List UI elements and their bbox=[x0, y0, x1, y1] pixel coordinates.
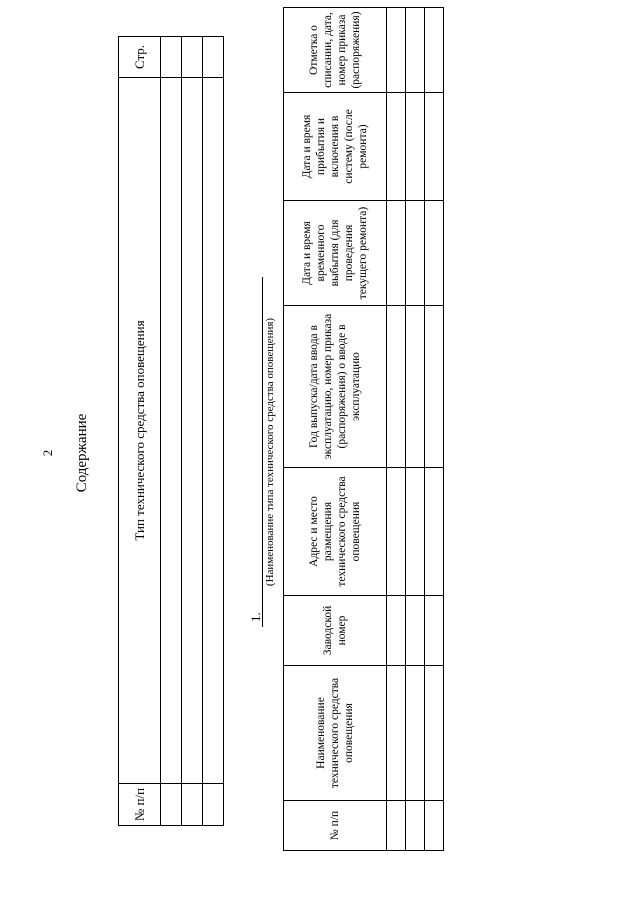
table-cell bbox=[425, 801, 444, 851]
table-row bbox=[425, 8, 444, 851]
table-cell bbox=[425, 666, 444, 801]
table-cell bbox=[203, 78, 224, 784]
section-name-underline bbox=[262, 277, 263, 627]
register-header-name: Наименование технического средства оповещения bbox=[284, 666, 387, 801]
table-cell bbox=[182, 37, 203, 78]
table-cell bbox=[203, 37, 224, 78]
table-cell bbox=[425, 93, 444, 201]
register-header-commissioning: Год выпуска/дата ввода в эксплуатацию, номер приказа (распоряжения) о вводе в эксплуатацию bbox=[284, 306, 387, 468]
table-row bbox=[387, 8, 406, 851]
table-cell bbox=[387, 801, 406, 851]
table-cell bbox=[406, 8, 425, 93]
table-cell bbox=[387, 468, 406, 596]
table-cell bbox=[425, 201, 444, 306]
table-row bbox=[406, 8, 425, 851]
register-header-number: № п/п bbox=[284, 801, 387, 851]
register-header-return: Дата и время прибытия и включения в систему (после ремонта) bbox=[284, 93, 387, 201]
table-cell bbox=[161, 784, 182, 826]
table-cell bbox=[406, 93, 425, 201]
section-caption: (Наименование типа технического средства оповещения) bbox=[264, 317, 276, 587]
table-cell bbox=[387, 93, 406, 201]
register-table bbox=[283, 7, 444, 851]
table-cell bbox=[387, 306, 406, 468]
table-cell bbox=[406, 468, 425, 596]
table-cell bbox=[425, 306, 444, 468]
table-cell bbox=[387, 596, 406, 666]
contents-title: Содержание bbox=[74, 413, 90, 493]
table-cell bbox=[182, 78, 203, 784]
table-row bbox=[161, 37, 182, 826]
contents-header-number: № п/п bbox=[119, 784, 161, 826]
table-cell bbox=[406, 306, 425, 468]
table-row bbox=[182, 37, 203, 826]
table-cell bbox=[161, 78, 182, 784]
register-header-serial: Заводской номер bbox=[284, 596, 387, 666]
register-header-removal: Дата и время временного выбытия (для проведения текущего ремонта) bbox=[284, 201, 387, 306]
table-cell bbox=[425, 8, 444, 93]
table-cell bbox=[161, 37, 182, 78]
table-cell bbox=[425, 468, 444, 596]
register-header-address: Адрес и место размещения технического средства оповещения bbox=[284, 468, 387, 596]
table-cell bbox=[425, 596, 444, 666]
register-header-row bbox=[284, 8, 387, 851]
table-cell bbox=[406, 666, 425, 801]
table-cell bbox=[406, 596, 425, 666]
table-cell bbox=[387, 201, 406, 306]
table-cell bbox=[406, 801, 425, 851]
table-cell bbox=[203, 784, 224, 826]
page-number: 2 bbox=[40, 449, 55, 457]
register-header-decommission: Отметка о списании, дата, номер приказа (распоряжения) bbox=[284, 8, 387, 93]
contents-header-type: Тип технического средства оповещения bbox=[119, 78, 161, 784]
table-row bbox=[203, 37, 224, 826]
table-cell bbox=[387, 666, 406, 801]
contents-header-page: Стр. bbox=[119, 37, 161, 78]
contents-table bbox=[118, 36, 224, 826]
table-cell bbox=[387, 8, 406, 93]
contents-header-row bbox=[119, 37, 161, 826]
table-cell bbox=[406, 201, 425, 306]
section-number: 1. bbox=[248, 612, 263, 622]
table-cell bbox=[182, 784, 203, 826]
